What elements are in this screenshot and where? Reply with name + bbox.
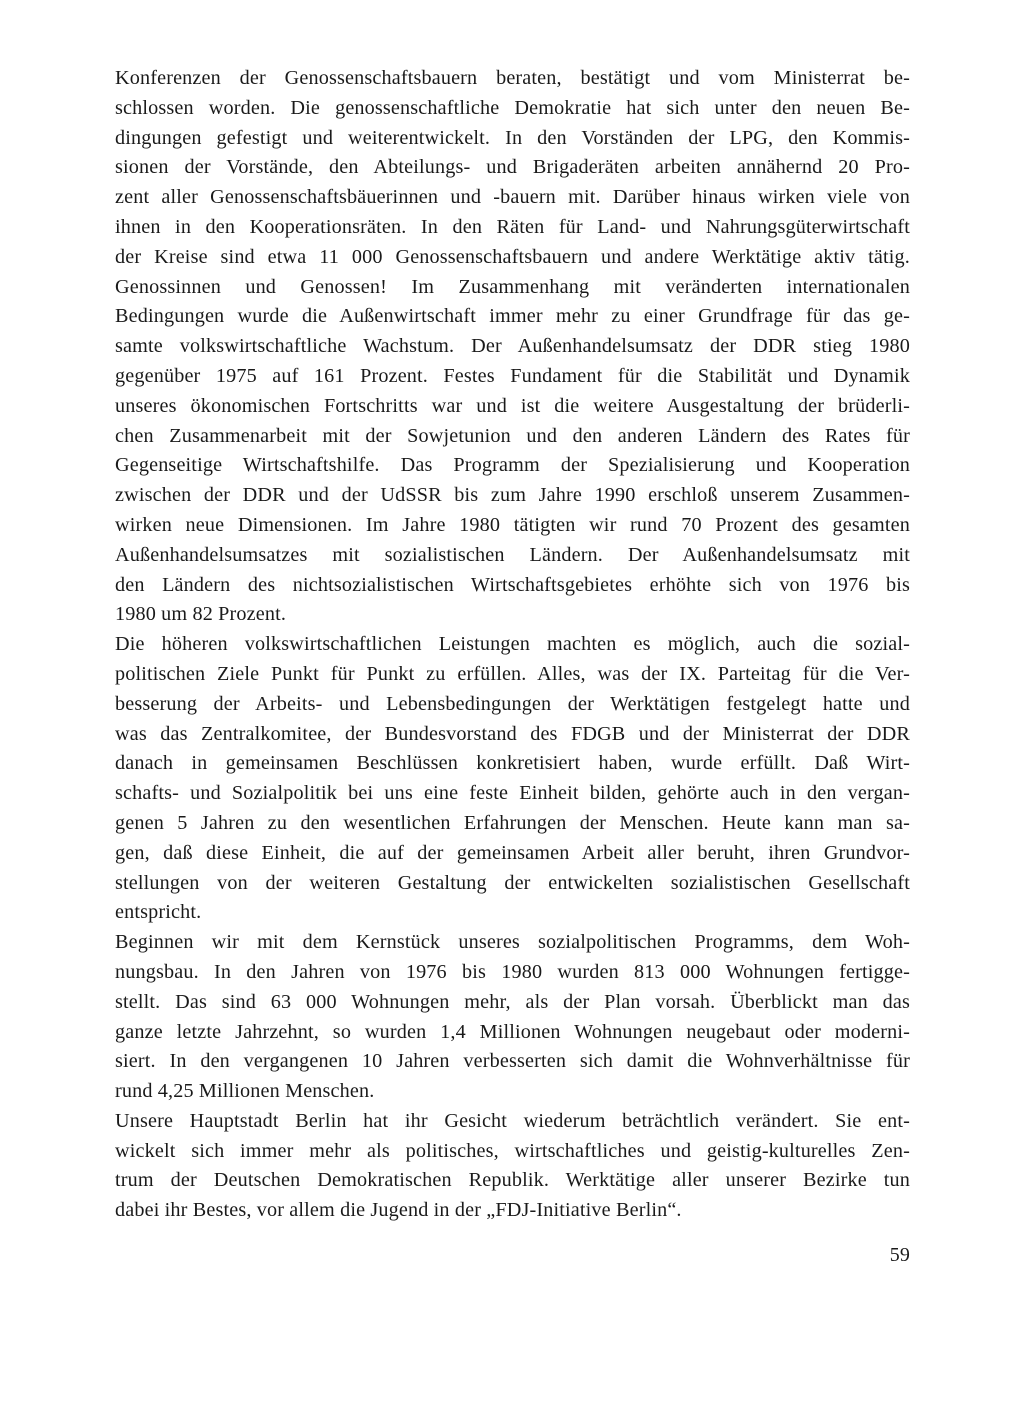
text-line: chen Zusammenarbeit mit der Sowjetunion und den anderen Ländern des Rates für [115,424,910,447]
paragraph-3 [115,630,910,928]
text-line: entspricht. [115,901,202,924]
text-line: wickelt sich immer mehr als politisches, wirtschaftliches und geistig-kulturelles Zen- [115,1139,910,1162]
text-line: Unsere Hauptstadt Berlin hat ihr Gesicht wiederum beträchtlich verändert. Sie ent- [115,1109,910,1132]
text-line: 1980 um 82 Prozent. [115,603,287,626]
text-line: dabei ihr Bestes, vor allem die Jugend in der „FDJ-Initiative Berlin“. [115,1199,682,1222]
text-line: Außenhandelsumsatzes mit sozialistischen Ländern. Der Außenhandelsumsatz mit [115,543,910,566]
paragraph-4 [115,928,910,1107]
text-line: Konferenzen der Genossenschaftsbauern beraten, bestätigt und vom Ministerrat be- [115,67,910,89]
text-line: Die höheren volkswirtschaftlichen Leistungen machten es möglich, auch die sozial- [115,633,910,656]
text-line: stellt. Das sind 63 000 Wohnungen mehr, als der Plan vorsah. Überblickt man das [115,990,910,1013]
text-line: samte volkswirtschaftliche Wachstum. Der Außenhandelsumsatz der DDR stieg 1980 [115,335,910,358]
text-line: stellungen von der weiteren Gestaltung der entwickelten sozialistischen Gesellschaft [115,871,910,894]
text-line: zwischen der DDR und der UdSSR bis zum Jahre 1990 erschloß unserem Zusammen- [115,484,910,507]
paragraph-5 [115,1107,910,1226]
body-text [115,64,910,1226]
text-line: ihnen in den Kooperationsräten. In den Räten für Land- und Nahrungsgüterwirtschaft [115,215,910,238]
text-line: Beginnen wir mit dem Kernstück unseres sozialpolitischen Programms, dem Woh- [115,931,910,954]
text-line: schlossen worden. Die genossenschaftliche Demokratie hat sich unter den neuen Be- [115,96,910,119]
text-line: Gegenseitige Wirtschaftshilfe. Das Programm der Spezialisierung und Kooperation [115,454,910,477]
text-line: wirken neue Dimensionen. Im Jahre 1980 tätigten wir rund 70 Prozent des gesamten [115,513,910,536]
text-line: danach in gemeinsamen Beschlüssen konkretisiert haben, wurde erfüllt. Daß Wirt- [115,752,910,775]
text-line: schafts- und Sozialpolitik bei uns eine feste Einheit bilden, gehörte auch in den vergan- [115,782,910,805]
text-line: rund 4,25 Millionen Menschen. [115,1080,375,1103]
text-line: was das Zentralkomitee, der Bundesvorstand des FDGB und der Ministerrat der DDR [115,722,910,745]
page-number: 59 [889,1244,910,1266]
text-line: trum der Deutschen Demokratischen Republik. Werktätige aller unserer Bezirke tun [115,1169,910,1192]
text-line: besserung der Arbeits- und Lebensbedingungen der Werktätigen festgelegt hatte und [115,692,910,715]
text-line: unseres ökonomischen Fortschritts war und ist die weitere Ausgestaltung der brüderli- [115,394,910,417]
text-line: ganze letzte Jahrzehnt, so wurden 1,4 Millionen Wohnungen neugebaut oder moderni- [115,1020,910,1043]
text-line: nungsbau. In den Jahren von 1976 bis 1980 wurden 813 000 Wohnungen fertigge- [115,960,910,983]
text-line: sionen der Vorstände, den Abteilungs- und Brigaderäten arbeiten annähernd 20 Pro- [115,156,910,179]
paragraph-1 [115,64,910,273]
text-line: politischen Ziele Punkt für Punkt zu erfüllen. Alles, was der IX. Parteitag für die Ver- [115,662,910,685]
text-line: gegenüber 1975 auf 161 Prozent. Festes Fundament für die Stabilität und Dynamik [115,364,910,387]
text-line: Bedingungen wurde die Außenwirtschaft immer mehr zu einer Grundfrage für das ge- [115,305,910,328]
text-line: genen 5 Jahren zu den wesentlichen Erfahrungen der Menschen. Heute kann man sa- [115,811,910,834]
text-line: gen, daß diese Einheit, die auf der gemeinsamen Arbeit aller beruht, ihren Grundvor- [115,841,910,864]
text-line: der Kreise sind etwa 11 000 Genossenschaftsbauern und andere Werktätige aktiv tätig. [115,245,910,268]
text-line: Genossinnen und Genossen! Im Zusammenhang mit veränderten internationalen [115,275,910,298]
paragraph-2 [115,273,910,631]
text-line: zent aller Genossenschaftsbäuerinnen und -bauern mit. Darüber hinaus wirken viele von [115,186,910,209]
text-line: dingungen gefestigt und weiterentwickelt. In den Vorständen der LPG, den Kommis- [115,126,910,149]
text-line: den Ländern des nichtsozialistischen Wirtschaftsgebietes erhöhte sich von 1976 bis [115,573,910,596]
text-line: siert. In den vergangenen 10 Jahren verbesserten sich damit die Wohnverhältnisse für [115,1050,910,1073]
